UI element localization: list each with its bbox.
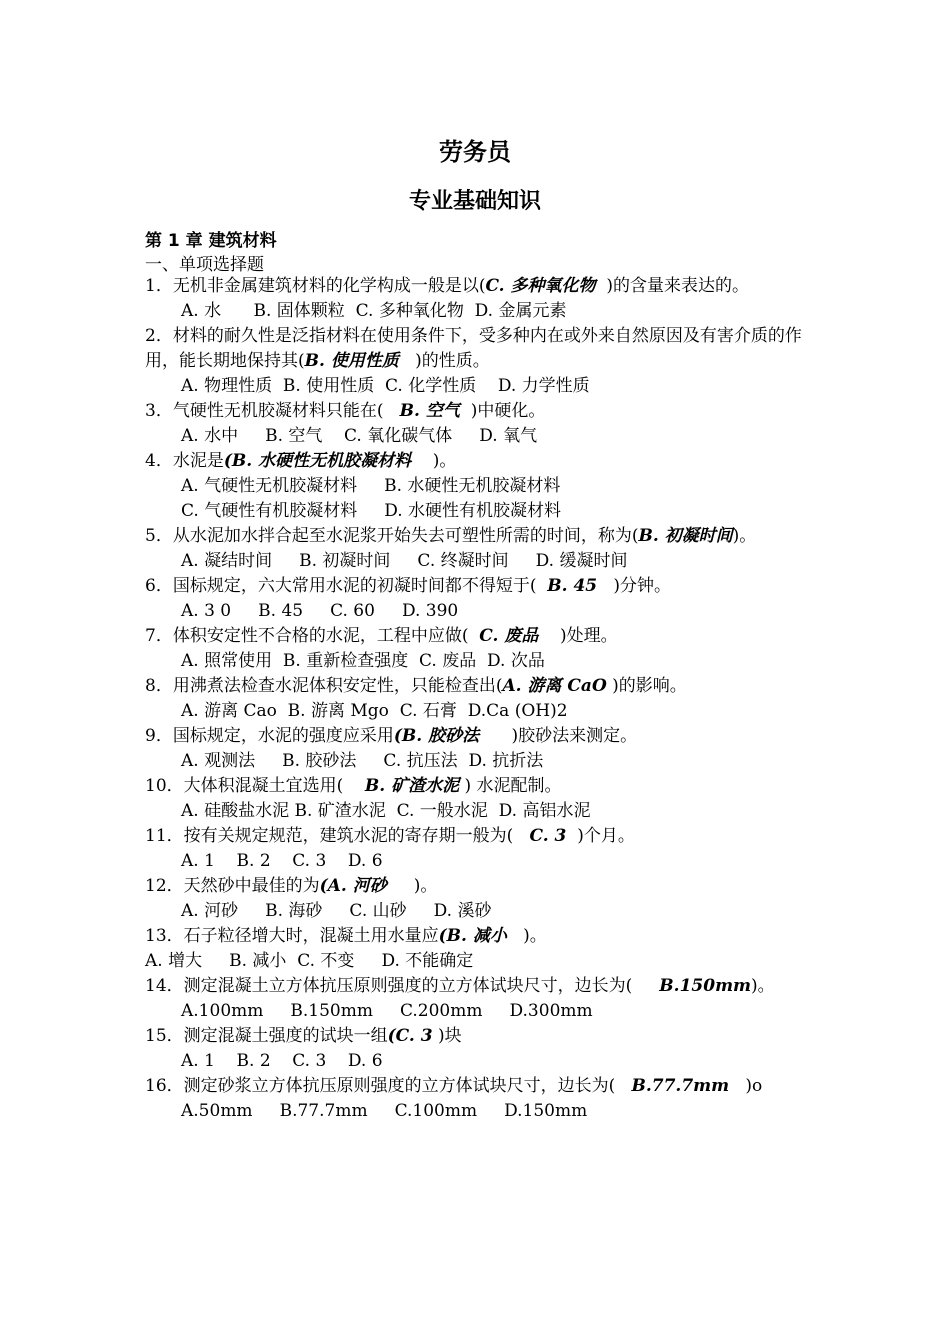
question-text-end: )的含量来表达的。 — [595, 276, 749, 296]
question-item — [145, 449, 810, 524]
answer-text: (C. 3 — [387, 1026, 433, 1046]
question-item — [145, 274, 810, 324]
chapter-heading: 第 1 章 建筑材料 — [145, 231, 277, 251]
answer-options: A.100mm B.150mm C.200mm D.300mm — [181, 1001, 593, 1021]
question-item — [145, 974, 810, 1024]
question-stem — [145, 724, 810, 749]
question-item — [145, 324, 810, 399]
answer-text: (B. 胶砂法 — [393, 726, 480, 746]
question-text: 1．无机非金属建筑材料的化学构成一般是以( — [145, 276, 486, 296]
question-text: 7．体积安定性不合格的水泥，工程中应做( — [145, 626, 480, 646]
answer-options: A. 河砂 B. 海砂 C. 山砂 D. 溪砂 — [181, 901, 492, 921]
answer-text: B.77.7mm — [631, 1076, 730, 1096]
answer-options: A. 3 0 B. 45 C. 60 D. 390 — [181, 601, 459, 621]
document-subtitle: 专业基础知识 — [408, 189, 541, 214]
question-text: 11．按有关规定规范，建筑水泥的寄存期一般为( — [145, 826, 530, 846]
answer-options: A. 1 B. 2 C. 3 D. 6 — [181, 851, 383, 871]
answer-text: B. 使用性质 — [304, 351, 399, 371]
answer-options: A. 1 B. 2 C. 3 D. 6 — [181, 1051, 383, 1071]
question-stem — [145, 674, 810, 699]
question-text: 15．测定混凝土强度的试块一组 — [145, 1026, 388, 1046]
answer-options: A. 物理性质 B. 使用性质 C. 化学性质 D. 力学性质 — [181, 376, 590, 396]
answer-text: (A. 河砂 — [319, 876, 387, 896]
question-text-end: )处理。 — [538, 626, 618, 646]
answer-text: C. 多种氧化物 — [485, 276, 596, 296]
question-item — [145, 624, 810, 674]
answer-text: (B. 水硬性无机胶凝材料 — [223, 451, 412, 471]
question-item — [145, 574, 810, 624]
document-title: 劳务员 — [439, 138, 511, 166]
answer-text: B. 矿渣水泥 — [364, 776, 460, 796]
answer-options: A. 水 B. 固体颗粒 C. 多种氧化物 D. 金属元素 — [181, 301, 567, 321]
question-stem — [145, 324, 810, 374]
answer-options: A. 照常使用 B. 重新检查强度 C. 废品 D. 次品 — [181, 651, 545, 671]
question-text: 13．石子粒径增大时，混凝土用水量应 — [145, 926, 439, 946]
question-stem — [145, 1074, 810, 1099]
question-item — [145, 399, 810, 449]
question-text: 4．水泥是 — [145, 451, 224, 471]
answer-options: A. 凝结时间 B. 初凝时间 C. 终凝时间 D. 缓凝时间 — [181, 551, 628, 571]
question-stem — [145, 774, 810, 799]
question-item — [145, 1074, 810, 1124]
question-item — [145, 524, 810, 574]
question-stem — [145, 924, 810, 949]
question-text-end: )的性质。 — [398, 351, 490, 371]
question-stem — [145, 1024, 810, 1049]
question-text: 3．气硬性无机胶凝材料只能在( — [145, 401, 400, 421]
section-heading: 一、单项选择题 — [145, 255, 264, 275]
answer-text: C. 3 — [529, 826, 567, 846]
answer-text: B. 空气 — [399, 401, 460, 421]
question-text-end: )。 — [732, 526, 757, 546]
answer-text: B. 初凝时间 — [638, 526, 733, 546]
question-stem — [145, 624, 810, 649]
answer-options: A. 增大 B. 减小 C. 不变 D. 不能确定 — [145, 951, 474, 971]
question-text-end: )o — [729, 1076, 763, 1096]
question-stem — [145, 524, 810, 549]
question-stem — [145, 574, 810, 599]
question-text-end: )分钟。 — [597, 576, 671, 596]
question-item — [145, 924, 810, 974]
question-text: 16．测定砂浆立方体抗压原则强度的立方体试块尺寸，边长为( — [145, 1076, 632, 1096]
question-text-end: )的影响。 — [606, 676, 687, 696]
answer-text: A. 游离 CaO — [502, 676, 607, 696]
question-item — [145, 1024, 810, 1074]
question-text: 5．从水泥加水拌合起至水泥浆开始失去可塑性所需的时间，称为( — [145, 526, 639, 546]
question-item — [145, 674, 810, 724]
question-text-end: )胶砂法来测定。 — [479, 726, 638, 746]
question-stem — [145, 399, 810, 424]
question-stem — [145, 874, 810, 899]
answer-text: B. 45 — [547, 576, 598, 596]
answer-options: A. 水中 B. 空气 C. 氧化碳气体 D. 氧气 — [181, 426, 538, 446]
question-stem — [145, 274, 810, 299]
question-text-end: ) 水泥配制。 — [459, 776, 562, 796]
question-text: 9．国标规定，水泥的强度应采用 — [145, 726, 394, 746]
answer-options: A. 游离 Cao B. 游离 Mgo C. 石膏 D.Ca (OH)2 — [181, 701, 568, 721]
question-text: 6．国标规定，六大常用水泥的初凝时间都不得短于( — [145, 576, 548, 596]
answer-options: A. 气硬性无机胶凝材料 B. 水硬性无机胶凝材料 — [181, 476, 561, 496]
answer-text: B.150mm — [659, 976, 752, 996]
answer-options: C. 气硬性有机胶凝材料 D. 水硬性有机胶凝材料 — [181, 501, 562, 521]
question-item — [145, 724, 810, 774]
question-list — [145, 274, 810, 1124]
question-text: 12．天然砂中最佳的为 — [145, 876, 320, 896]
answer-options: A. 硅酸盐水泥 B. 矿渣水泥 C. 一般水泥 D. 高铝水泥 — [181, 801, 591, 821]
question-text-end: )。 — [386, 876, 438, 896]
question-text: 10．大体积混凝土宜选用( — [145, 776, 365, 796]
question-item — [145, 824, 810, 874]
answer-text: C. 废品 — [479, 626, 539, 646]
question-stem — [145, 974, 810, 999]
question-item — [145, 874, 810, 924]
answer-text: (B. 减小 — [438, 926, 507, 946]
question-text-end: )中硬化。 — [459, 401, 546, 421]
answer-options: A. 观测法 B. 胶砂法 C. 抗压法 D. 抗折法 — [181, 751, 544, 771]
question-text: 2．材料的耐久性是泛指材料在使用条件下，受多种内在或外来自然原因及有害介质的作用，能长期地保持其( — [145, 326, 802, 371]
question-text: 14．测定混凝土立方体抗压原则强度的立方体试块尺寸，边长为( — [145, 976, 660, 996]
question-item — [145, 774, 810, 824]
question-text-end: )。 — [751, 976, 775, 996]
question-text: 8．用沸煮法检查水泥体积安定性，只能检查出( — [145, 676, 503, 696]
question-text-end: )个月。 — [566, 826, 635, 846]
question-stem — [145, 449, 810, 474]
question-stem — [145, 824, 810, 849]
question-text-end: )。 — [506, 926, 547, 946]
question-text-end: )块 — [432, 1026, 462, 1046]
question-text-end: )。 — [411, 451, 457, 471]
answer-options: A.50mm B.77.7mm C.100mm D.150mm — [181, 1101, 588, 1121]
